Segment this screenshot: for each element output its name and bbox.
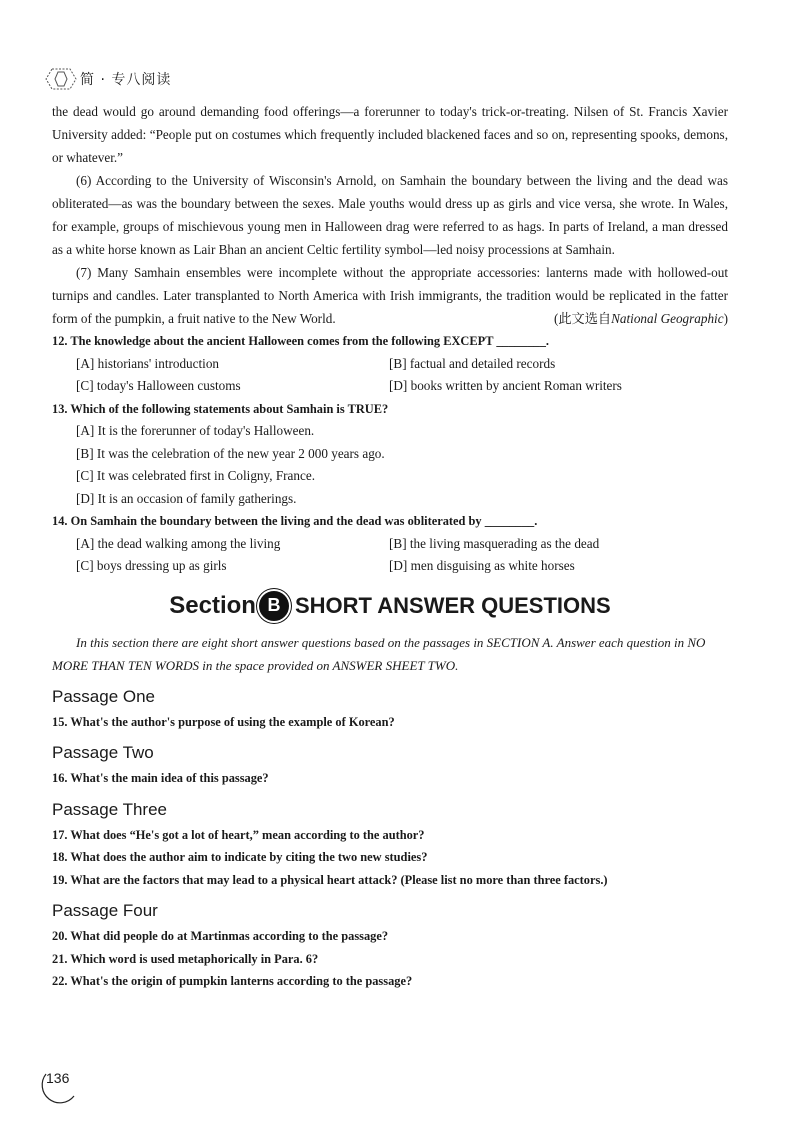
- question-22: 22. What's the origin of pumpkin lanterns according to the passage?: [52, 974, 413, 988]
- question-17: 17. What does “He's got a lot of heart,” mean according to the author?: [52, 827, 425, 842]
- source-citation: (此文选自National Geographic): [553, 311, 728, 326]
- paragraph-5-end: the dead would go around demanding food offerings—a forerunner to today's trick-or-treating. Nilsen of St. Francis Xavier University added: “People put on costumes which frequently included blackened faces and so on, representing spooks, demons, or whatever.”: [52, 104, 728, 165]
- section-b-heading: [52, 591, 728, 621]
- option-a: [A] It is the forerunner of today's Halloween.: [76, 423, 315, 438]
- section-title: SHORT ANSWER QUESTIONS: [294, 592, 611, 618]
- question-13: [52, 398, 728, 511]
- option-c: [C] today's Halloween customs: [76, 378, 241, 393]
- option-c: [C] boys dressing up as girls: [76, 558, 227, 573]
- page-number: 136: [46, 1070, 70, 1086]
- question-12: [52, 330, 728, 398]
- section-letter-badge: B: [259, 591, 289, 621]
- question-18: 18. What does the author aim to indicate by citing the two new studies?: [52, 850, 428, 864]
- question-16: 16. What's the main idea of this passage?: [52, 771, 269, 785]
- paragraph-7: [52, 261, 728, 330]
- option-d: [D] It is an occasion of family gatherings.: [76, 490, 297, 506]
- question-20: 20. What did people do at Martinmas according to the passage?: [52, 929, 389, 943]
- passage-four: [52, 901, 728, 993]
- hexagon-logo-icon: [44, 66, 78, 92]
- option-b: [B] It was the celebration of the new year 2 000 years ago.: [76, 445, 385, 461]
- passage-title: Passage One: [52, 686, 156, 706]
- option-a: [A] historians' introduction: [76, 355, 220, 371]
- option-a: [A] the dead walking among the living: [76, 535, 281, 551]
- question-stem: 13. Which of the following statements about Samhain is TRUE?: [52, 401, 389, 416]
- options-list: [52, 420, 728, 510]
- passage-title: Passage Three: [52, 799, 167, 819]
- question-21: 21. Which word is used metaphorically in Para. 6?: [52, 951, 319, 966]
- section-word: Section: [169, 591, 256, 619]
- paragraph-7-text: (7) Many Samhain ensembles were incomplete without the appropriate accessories: lanterns made with hollowed-out turnips and candles. Later transplanted to North America with Irish immigrants, the tradition would be replicated in the fatter form of the pumpkin, a fruit native to the New World.: [52, 265, 728, 326]
- passage-title: Passage Four: [52, 901, 158, 920]
- header-title: 简 · 专八阅读: [80, 72, 172, 88]
- page-content: [52, 100, 728, 993]
- section-instructions: In this section there are eight short answer questions based on the passages in SECTION A. Answer each question in NO MORE THAN TEN WORDS in the space provided on ANSWER SHEET TWO.: [52, 634, 706, 673]
- paragraph-6: (6) According to the University of Wisconsin's Arnold, on Samhain the boundary between the living and the dead was obliterated—as was the boundary between the sexes. Male youths would dress up as girls and vice versa, she wrote. In Wales, for example, groups of mischievous young men in Halloween drag were referred to as hags. In parts of Ireland, a man dressed as a white horse known as Lair Bhan an ancient Celtic fertility symbol—led noisy processions at Samhain.: [52, 173, 728, 257]
- option-d: [D] books written by ancient Roman writers: [389, 378, 622, 393]
- option-b: [B] factual and detailed records: [389, 355, 556, 371]
- question-19: 19. What are the factors that may lead to a physical heart attack? (Please list no more than three factors.): [52, 872, 608, 887]
- options-grid: [52, 353, 728, 398]
- options-grid: [52, 533, 728, 578]
- question-15: 15. What's the author's purpose of using the example of Korean?: [52, 714, 395, 729]
- option-c: [C] It was celebrated first in Coligny, France.: [76, 468, 316, 483]
- question-stem: 14. On Samhain the boundary between the living and the dead was obliterated by ________.: [52, 514, 538, 528]
- passage-three: [52, 800, 728, 892]
- option-b: [B] the living masquerading as the dead: [389, 535, 600, 551]
- question-stem: 12. The knowledge about the ancient Halloween comes from the following EXCEPT ________.: [52, 334, 550, 348]
- passage-one: [52, 687, 728, 734]
- passage-title: Passage Two: [52, 743, 154, 762]
- option-d: [D] men disguising as white horses: [389, 558, 575, 573]
- page-header: [44, 64, 171, 94]
- passage-two: [52, 743, 728, 790]
- question-14: [52, 510, 728, 578]
